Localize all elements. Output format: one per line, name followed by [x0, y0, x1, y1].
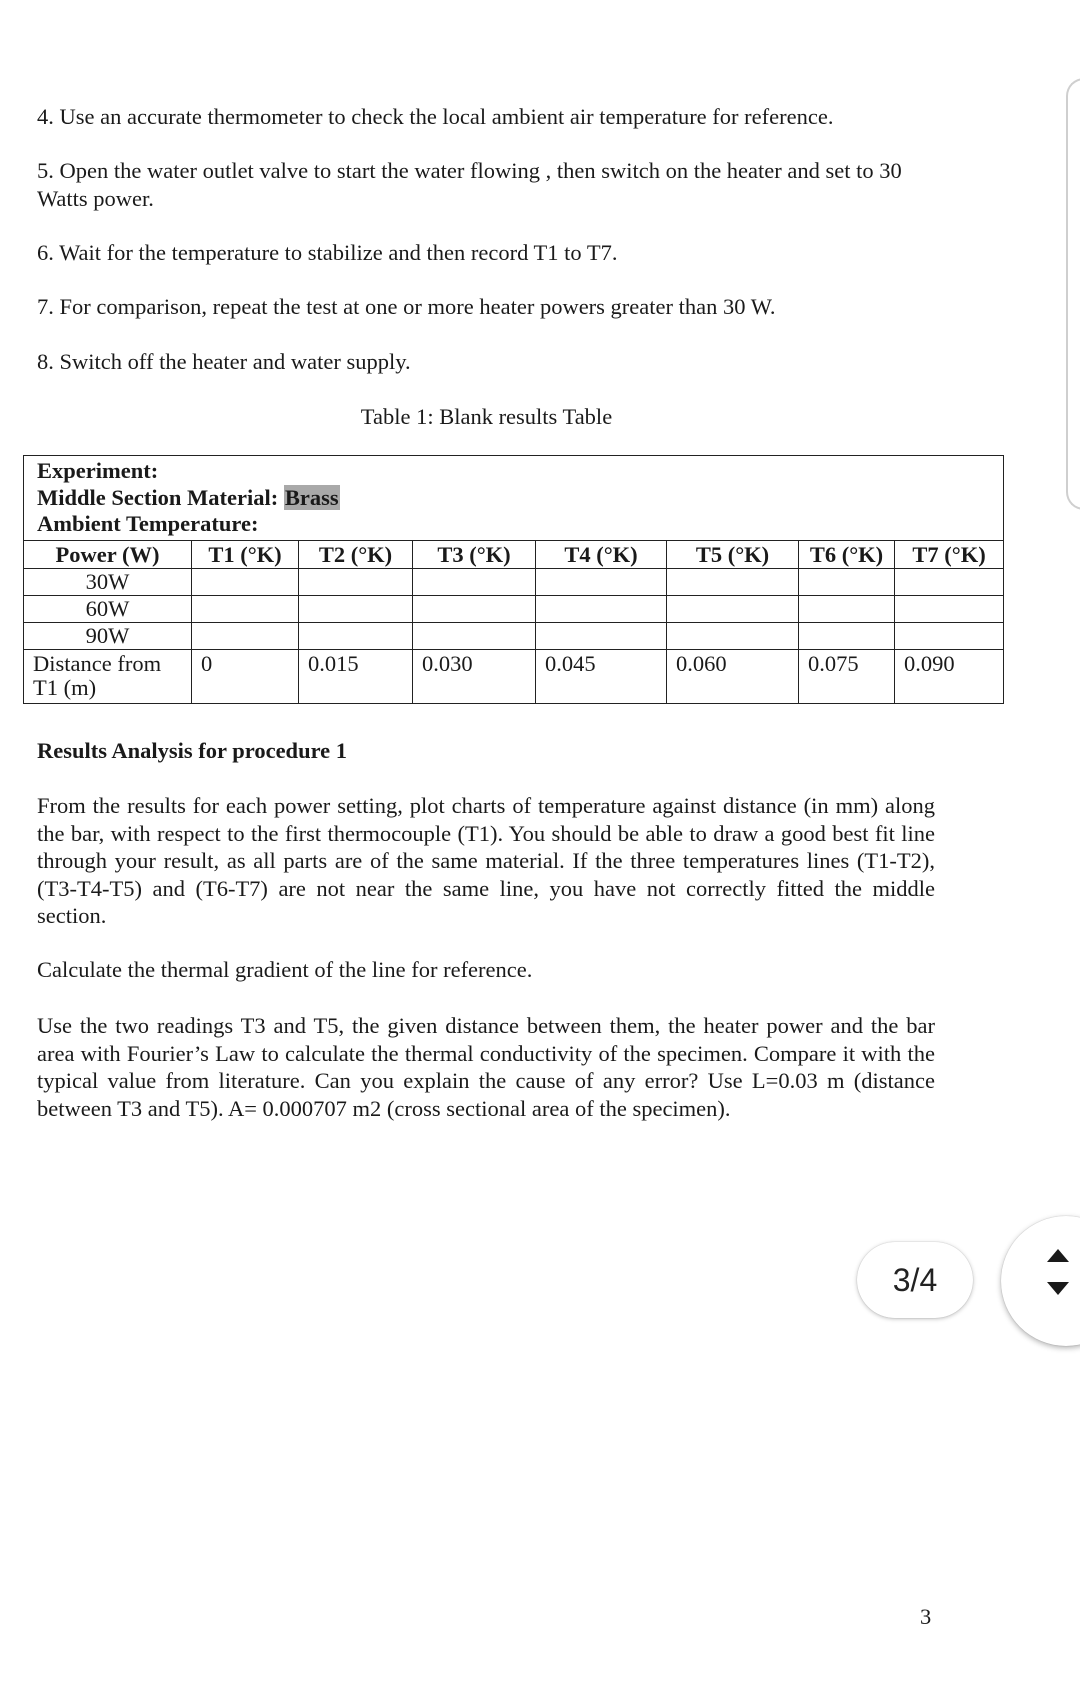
scrollbar-handle[interactable]	[1066, 78, 1080, 510]
header-cell: T3 (°K)	[413, 540, 536, 568]
header-row	[24, 540, 1004, 568]
table-row	[24, 622, 1004, 649]
triangle-down-icon[interactable]	[1047, 1282, 1069, 1295]
header-cell: T6 (°K)	[799, 540, 895, 568]
distance-cell: 0	[192, 649, 299, 703]
distance-cell: 0.030	[413, 649, 536, 703]
distance-cell: 0.060	[667, 649, 799, 703]
material-value: Brass	[284, 484, 339, 510]
material-line	[37, 485, 990, 512]
empty-cell	[667, 595, 799, 622]
page-indicator: 3/4	[857, 1242, 973, 1318]
header-cell: T1 (°K)	[192, 540, 299, 568]
distance-row	[24, 649, 1004, 703]
power-cell: 90W	[24, 622, 192, 649]
empty-cell	[192, 568, 299, 595]
analysis-paragraph: Calculate the thermal gradient of the line for reference.	[37, 957, 533, 982]
distance-cell: 0.090	[895, 649, 1004, 703]
empty-cell	[667, 622, 799, 649]
power-cell: 30W	[24, 568, 192, 595]
empty-cell	[536, 595, 667, 622]
empty-cell	[799, 568, 895, 595]
distance-cell: 0.045	[536, 649, 667, 703]
ambient-label: Ambient Temperature:	[37, 511, 259, 536]
material-label: Middle Section Material:	[37, 484, 279, 510]
empty-cell	[799, 622, 895, 649]
empty-cell	[413, 622, 536, 649]
empty-cell	[895, 595, 1004, 622]
empty-cell	[667, 568, 799, 595]
experiment-label: Experiment:	[37, 458, 159, 483]
header-cell: T2 (°K)	[299, 540, 413, 568]
empty-cell	[192, 622, 299, 649]
triangle-up-icon[interactable]	[1047, 1249, 1069, 1262]
empty-cell	[536, 622, 667, 649]
empty-cell	[536, 568, 667, 595]
step-6: 6. Wait for the temperature to stabilize and then record T1 to T7.	[37, 240, 618, 265]
analysis-paragraph: From the results for each power setting, plot charts of temperature against distance (in mm) along the bar, with respect to the first thermocouple (T1). You should be able to draw a good best fit line through your result, as all parts are of the same material. If the three temperatures lines (T1-T2), (T3-T4-T5) and (T6-T7) are not near the same line, you have not correctly fitted the middle section.	[37, 793, 935, 928]
step-8: 8. Switch off the heater and water supply.	[37, 349, 411, 374]
empty-cell	[413, 568, 536, 595]
step-4: 4. Use an accurate thermometer to check the local ambient air temperature for reference.	[37, 104, 834, 129]
empty-cell	[299, 568, 413, 595]
empty-cell	[895, 568, 1004, 595]
step-7: 7. For comparison, repeat the test at one or more heater powers greater than 30 W.	[37, 294, 776, 319]
distance-cell: 0.075	[799, 649, 895, 703]
header-cell: T5 (°K)	[667, 540, 799, 568]
distance-cell: 0.015	[299, 649, 413, 703]
power-cell: 60W	[24, 595, 192, 622]
empty-cell	[299, 595, 413, 622]
table-row	[24, 568, 1004, 595]
empty-cell	[299, 622, 413, 649]
empty-cell	[192, 595, 299, 622]
header-cell: T4 (°K)	[536, 540, 667, 568]
distance-label: Distance from T1 (m)	[24, 649, 192, 703]
table-meta-row	[24, 456, 1004, 541]
empty-cell	[413, 595, 536, 622]
analysis-paragraph: Use the two readings T3 and T5, the given distance between them, the heater power and the bar area with Fourier’s Law to calculate the thermal conductivity of the specimen. Compare it with the typical value from literature. Can you explain the cause of any error? Use L=0.03 m (distance between T3 and T5). A= 0.000707 m2 (cross sectional area of the specimen).	[37, 1013, 935, 1121]
analysis-heading: Results Analysis for procedure 1	[37, 738, 348, 763]
results-table	[23, 455, 1004, 704]
header-cell: T7 (°K)	[895, 540, 1004, 568]
table-row	[24, 595, 1004, 622]
empty-cell	[895, 622, 1004, 649]
table-caption: Table 1: Blank results Table	[360, 404, 613, 429]
step-5: 5. Open the water outlet valve to start the water flowing , then switch on the heater and set to 30 Watts power.	[37, 158, 902, 211]
page-number: 3	[920, 1604, 932, 1629]
meta-cell	[24, 456, 1004, 541]
header-cell: Power (W)	[24, 540, 192, 568]
empty-cell	[799, 595, 895, 622]
